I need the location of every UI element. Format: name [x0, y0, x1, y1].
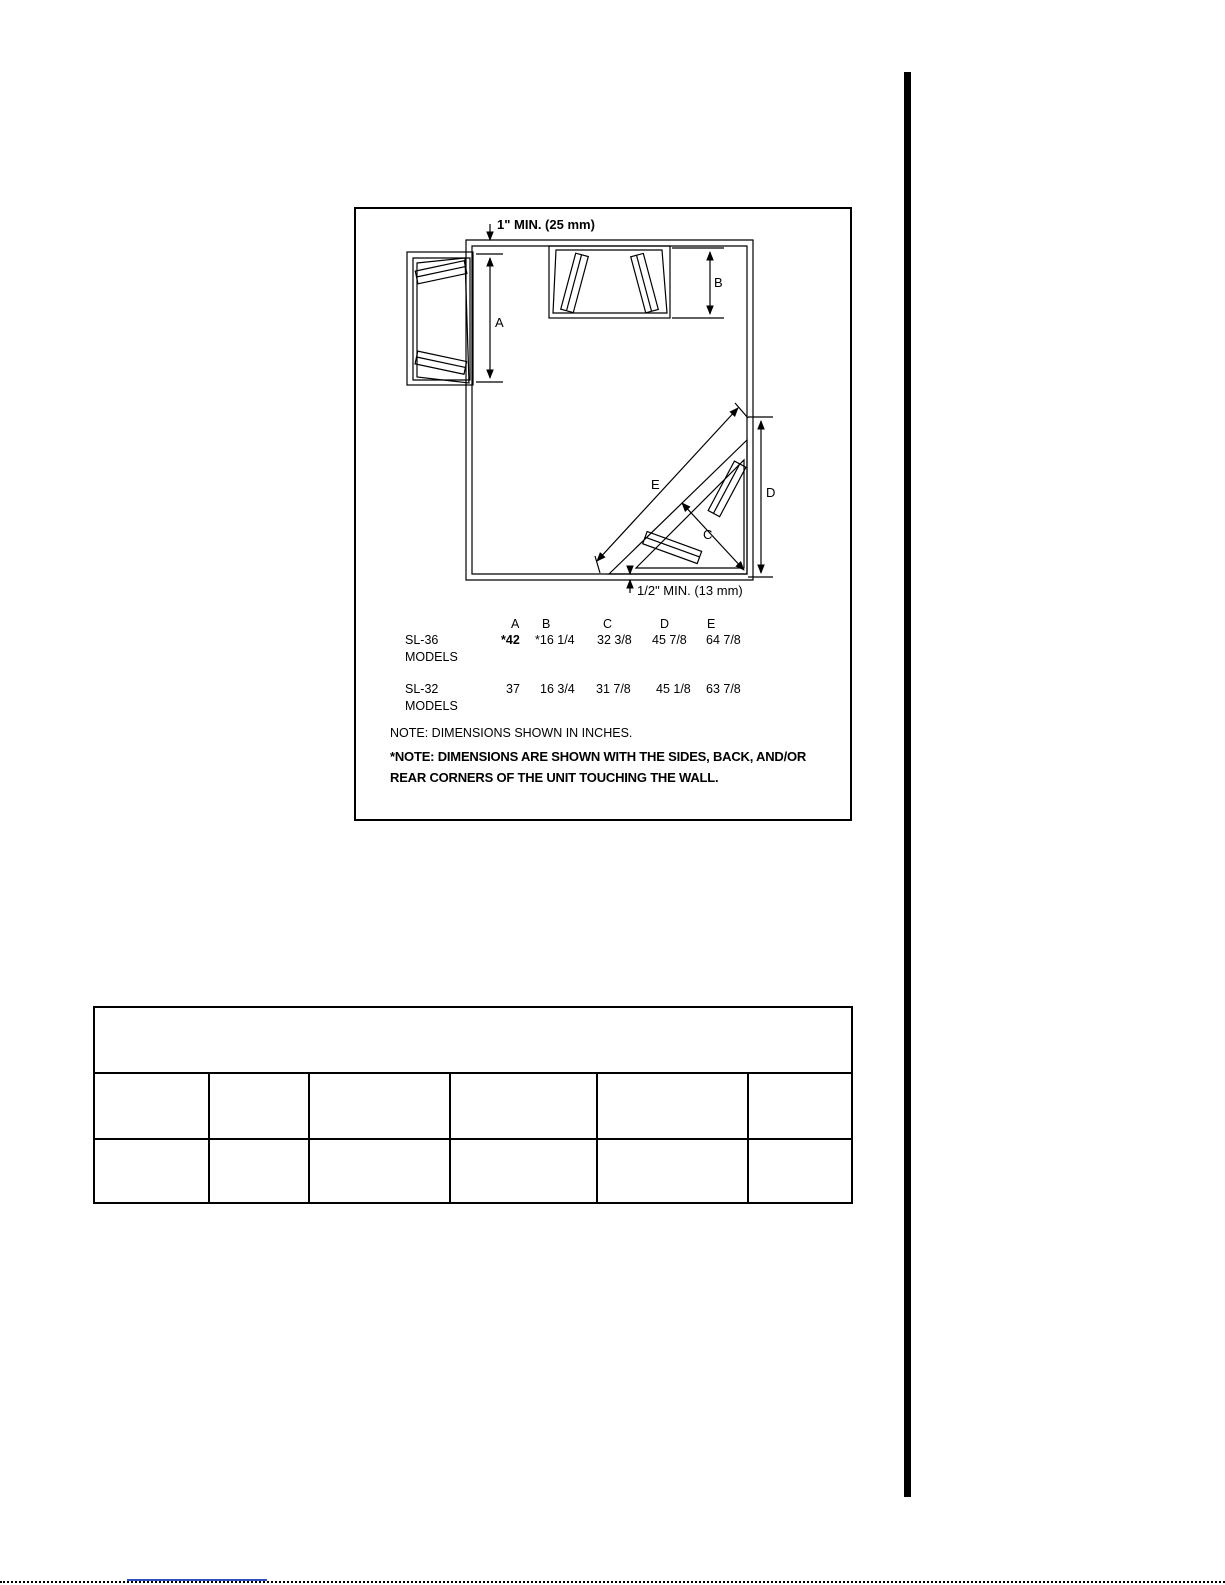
row-sl36-model-line2: MODELS — [405, 650, 458, 664]
empty-table-header — [94, 1007, 852, 1073]
dimension-e-label: E — [651, 477, 660, 492]
row-sl32-d: 45 1/8 — [656, 682, 691, 696]
empty-table-cell — [94, 1139, 209, 1203]
bottom-clearance-label: 1/2" MIN. (13 mm) — [637, 583, 743, 598]
empty-table-cell — [748, 1139, 852, 1203]
dimension-e — [595, 403, 748, 573]
empty-table-cell — [450, 1139, 597, 1203]
empty-table-cell — [209, 1139, 309, 1203]
row-sl36-model: SL-36 — [405, 633, 439, 647]
empty-table-cell — [597, 1139, 748, 1203]
empty-table-cell — [450, 1073, 597, 1139]
row-sl32-a: 37 — [506, 682, 520, 696]
empty-table — [93, 1006, 853, 1204]
footer-dotted-line — [0, 1581, 1225, 1583]
empty-table-cell — [94, 1073, 209, 1139]
dimension-d-label: D — [766, 485, 776, 500]
footer-link-underline[interactable] — [127, 1579, 267, 1581]
empty-table-cell — [309, 1073, 450, 1139]
dimension-b-label: B — [714, 275, 723, 290]
top-clearance-label: 1" MIN. (25 mm) — [497, 217, 595, 232]
col-header-d: D — [660, 617, 670, 631]
empty-table-cell — [748, 1073, 852, 1139]
empty-table-cell — [209, 1073, 309, 1139]
row-sl32-model-line2: MODELS — [405, 699, 458, 713]
empty-table-cell — [597, 1073, 748, 1139]
empty-table-cell — [309, 1139, 450, 1203]
col-header-c: C — [603, 617, 613, 631]
note-dimensions-inches: NOTE: DIMENSIONS SHOWN IN INCHES. — [390, 726, 633, 740]
row-sl36-a: *42 — [501, 633, 520, 647]
col-header-a: A — [511, 617, 520, 631]
col-header-b: B — [542, 617, 551, 631]
unit-back-wall — [549, 246, 670, 318]
unit-left-wall — [407, 252, 473, 385]
row-sl36-c: 32 3/8 — [597, 633, 632, 647]
row-sl32-model: SL-32 — [405, 682, 439, 696]
dimension-a-label: A — [495, 315, 504, 330]
col-header-e: E — [707, 617, 716, 631]
unit-corner — [609, 440, 747, 574]
row-sl32-e: 63 7/8 — [706, 682, 741, 696]
row-sl36-b: *16 1/4 — [535, 633, 575, 647]
dimension-c-label: C — [703, 527, 713, 542]
note-wall-touching: *NOTE: DIMENSIONS ARE SHOWN WITH THE SIDES, BACK, AND/OR REAR CORNERS OF THE UNIT TOUCHING THE WALL. — [390, 749, 807, 785]
row-sl32-b: 16 3/4 — [540, 682, 575, 696]
row-sl36-e: 64 7/8 — [706, 633, 741, 647]
row-sl36-d: 45 7/8 — [652, 633, 687, 647]
row-sl32-c: 31 7/8 — [596, 682, 631, 696]
